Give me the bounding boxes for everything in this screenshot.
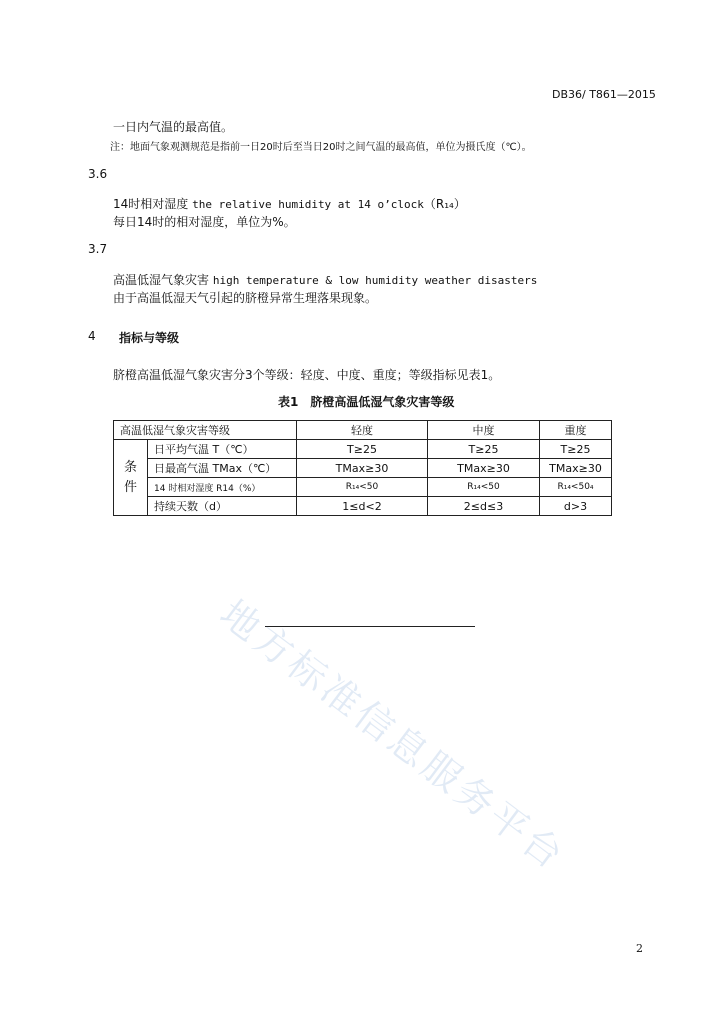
row-label: 日最高气温 TMax（℃） bbox=[148, 459, 297, 478]
cell-moderate: R₁₄<50 bbox=[428, 478, 540, 497]
header-moderate: 中度 bbox=[428, 421, 540, 440]
definition-tail: 一日内气温的最高值。 bbox=[113, 120, 234, 134]
grade-table bbox=[113, 420, 612, 516]
cell-severe: T≥25 bbox=[540, 440, 612, 459]
table-row bbox=[114, 459, 612, 478]
cell-severe: TMax≥30 bbox=[540, 459, 612, 478]
cell-moderate: T≥25 bbox=[428, 440, 540, 459]
term-en: the relative humidity at 14 o’clock bbox=[192, 198, 424, 211]
page-number: 2 bbox=[636, 942, 643, 955]
cell-mild: R₁₄<50 bbox=[297, 478, 428, 497]
table-row bbox=[114, 478, 612, 497]
term-zh: 14时相对湿度 bbox=[113, 197, 189, 211]
term-en: high temperature & low humidity weather disasters bbox=[212, 274, 538, 287]
term-3-7 bbox=[113, 271, 537, 288]
definition-3-7: 由于高温低湿天气引起的脐橙异常生理落果现象。 bbox=[113, 291, 378, 305]
cell-severe: d>3 bbox=[540, 497, 612, 516]
row-label: 14 时相对湿度 R14（%） bbox=[148, 478, 297, 497]
cell-moderate: 2≤d≤3 bbox=[428, 497, 540, 516]
table-caption: 表1 脐橙高温低湿气象灾害等级 bbox=[278, 395, 455, 409]
condition-group-label: 条 件 bbox=[114, 440, 148, 516]
standard-code: DB36/ T861—2015 bbox=[552, 88, 656, 101]
table-header-row bbox=[114, 421, 612, 440]
clause-number-4: 4 bbox=[88, 329, 96, 343]
clause-number-3-7: 3.7 bbox=[88, 242, 108, 256]
section-paragraph: 脐橙高温低湿气象灾害分3个等级：轻度、中度、重度；等级指标见表1。 bbox=[113, 368, 501, 382]
note: 注：地面气象观测规范是指前一日20时后至当日20时之间气温的最高值，单位为摄氏度（℃）。 bbox=[110, 142, 532, 153]
clause-number-3-6: 3.6 bbox=[88, 167, 108, 181]
row-label: 持续天数（d） bbox=[148, 497, 297, 516]
term-symbol: （R₁₄） bbox=[423, 197, 466, 211]
table-row bbox=[114, 497, 612, 516]
term-zh: 高温低湿气象灾害 bbox=[113, 273, 210, 287]
watermark: 地方标准信息服务平台 bbox=[211, 591, 574, 880]
section-title: 指标与等级 bbox=[119, 331, 180, 345]
cell-mild: 1≤d<2 bbox=[297, 497, 428, 516]
header-mild: 轻度 bbox=[297, 421, 428, 440]
definition-3-6: 每日14时的相对湿度，单位为%。 bbox=[113, 215, 296, 229]
table-row bbox=[114, 440, 612, 459]
cell-severe: R₁₄<50₄ bbox=[540, 478, 612, 497]
term-3-6 bbox=[113, 195, 466, 212]
cell-mild: T≥25 bbox=[297, 440, 428, 459]
cell-mild: TMax≥30 bbox=[297, 459, 428, 478]
header-severe: 重度 bbox=[540, 421, 612, 440]
row-label: 日平均气温 T（℃） bbox=[148, 440, 297, 459]
header-label: 高温低湿气象灾害等级 bbox=[114, 421, 297, 440]
cell-moderate: TMax≥30 bbox=[428, 459, 540, 478]
